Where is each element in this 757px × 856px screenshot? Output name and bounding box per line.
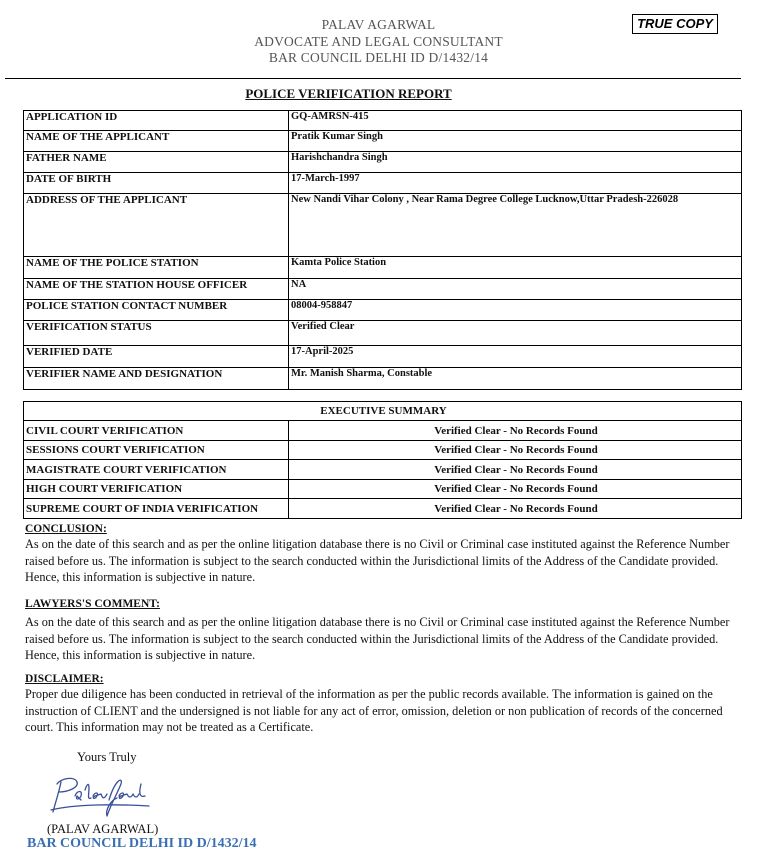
- summary-value: Verified Clear - No Records Found: [289, 460, 742, 480]
- summary-title: EXECUTIVE SUMMARY: [24, 402, 742, 421]
- detail-value: GQ-AMRSN-415: [289, 111, 742, 131]
- disclaimer-text: Proper due diligence has been conducted in retrieval of the information as per the public records available. The information is gained on the instruction of CLIENT and the undersigned is not liable for any act of error, omission, deletion or non publication of records of the concerned court. This information may not be treated as a Certificate.: [25, 687, 723, 734]
- detail-label: POLICE STATION CONTACT NUMBER: [24, 300, 289, 321]
- executive-summary-table: [23, 401, 742, 519]
- letterhead-name: PALAV AGARWAL: [321, 17, 436, 32]
- table-row: [24, 300, 742, 321]
- detail-value: NA: [289, 279, 742, 300]
- summary-label: MAGISTRATE COURT VERIFICATION: [24, 460, 289, 480]
- detail-label: DATE OF BIRTH: [24, 173, 289, 194]
- detail-label: APPLICATION ID: [24, 111, 289, 131]
- detail-value: Pratik Kumar Singh: [289, 131, 742, 152]
- summary-value: Verified Clear - No Records Found: [289, 499, 742, 519]
- detail-label: ADDRESS OF THE APPLICANT: [24, 194, 289, 257]
- detail-value: Mr. Manish Sharma, Constable: [289, 368, 742, 390]
- summary-label: SUPREME COURT OF INDIA VERIFICATION: [24, 499, 289, 519]
- table-row: [24, 441, 742, 460]
- true-copy-stamp: TRUE COPY: [632, 14, 718, 34]
- report-title: POLICE VERIFICATION REPORT: [245, 86, 452, 101]
- detail-value: Harishchandra Singh: [289, 152, 742, 173]
- disclaimer-section: [25, 672, 737, 736]
- letterhead-title: ADVOCATE AND LEGAL CONSULTANT: [254, 33, 503, 49]
- table-row: [24, 321, 742, 346]
- disclaimer-heading: DISCLAIMER:: [25, 673, 104, 685]
- detail-value: 17-March-1997: [289, 173, 742, 194]
- detail-value: New Nandi Vihar Colony , Near Rama Degree College Lucknow,Uttar Pradesh-226028: [289, 194, 742, 257]
- detail-value: Kamta Police Station: [289, 257, 742, 279]
- conclusion-section: [25, 522, 737, 586]
- table-row: [24, 346, 742, 368]
- summary-value: Verified Clear - No Records Found: [289, 441, 742, 460]
- table-row: [24, 194, 742, 257]
- signer-bar-council-id: BAR COUNCIL DELHI ID D/1432/14: [27, 836, 257, 851]
- lawyers-comment-heading: LAWYERS'S COMMENT:: [25, 598, 160, 610]
- detail-label: VERIFIER NAME AND DESIGNATION: [24, 368, 289, 390]
- table-row: [24, 499, 742, 519]
- detail-label: FATHER NAME: [24, 152, 289, 173]
- table-row: [24, 111, 742, 131]
- table-row: [24, 480, 742, 499]
- handwritten-signature: [45, 770, 155, 820]
- table-row: [24, 421, 742, 441]
- signer-name: (PALAV AGARWAL): [47, 822, 159, 836]
- table-row: [24, 173, 742, 194]
- table-row: [24, 460, 742, 480]
- conclusion-heading: CONCLUSION:: [25, 523, 107, 535]
- summary-value: Verified Clear - No Records Found: [289, 480, 742, 499]
- summary-label: SESSIONS COURT VERIFICATION: [24, 441, 289, 460]
- summary-label: HIGH COURT VERIFICATION: [24, 480, 289, 499]
- header-divider: [5, 78, 741, 79]
- table-row: [24, 368, 742, 390]
- table-row: [24, 131, 742, 152]
- detail-label: NAME OF THE APPLICANT: [24, 131, 289, 152]
- lawyers-comment-section: [25, 597, 737, 664]
- summary-header-row: [24, 402, 742, 421]
- detail-label: NAME OF THE STATION HOUSE OFFICER: [24, 279, 289, 300]
- table-row: [24, 152, 742, 173]
- conclusion-text: As on the date of this search and as per the online litigation database there is no Civil or Criminal case instituted against the Reference Number raised before us. The information is subject to the search conducted within the Jurisdictional limits of the Address of the Candidate provided. Hence, this information is subjective in nature.: [25, 537, 730, 584]
- summary-label: CIVIL COURT VERIFICATION: [24, 421, 289, 441]
- letterhead: [0, 17, 757, 67]
- letterhead-bar-id: BAR COUNCIL DELHI ID D/1432/14: [268, 50, 489, 65]
- detail-value: 08004-958847: [289, 300, 742, 321]
- detail-value: 17-April-2025: [289, 346, 742, 368]
- closing-salutation: Yours Truly: [77, 750, 137, 764]
- detail-value: Verified Clear: [289, 321, 742, 346]
- detail-label: VERIFICATION STATUS: [24, 321, 289, 346]
- summary-value: Verified Clear - No Records Found: [289, 421, 742, 441]
- lawyers-comment-text: As on the date of this search and as per the online litigation database there is no Civil or Criminal case instituted against the Reference Number raised before us. The information is subject to the search conducted within the Jurisdictional limits of the Address of the Candidate provided. Hence, this information is subjective in nature.: [25, 615, 730, 662]
- detail-label: NAME OF THE POLICE STATION: [24, 257, 289, 279]
- table-row: [24, 257, 742, 279]
- detail-label: VERIFIED DATE: [24, 346, 289, 368]
- applicant-details-table: [23, 110, 742, 390]
- table-row: [24, 279, 742, 300]
